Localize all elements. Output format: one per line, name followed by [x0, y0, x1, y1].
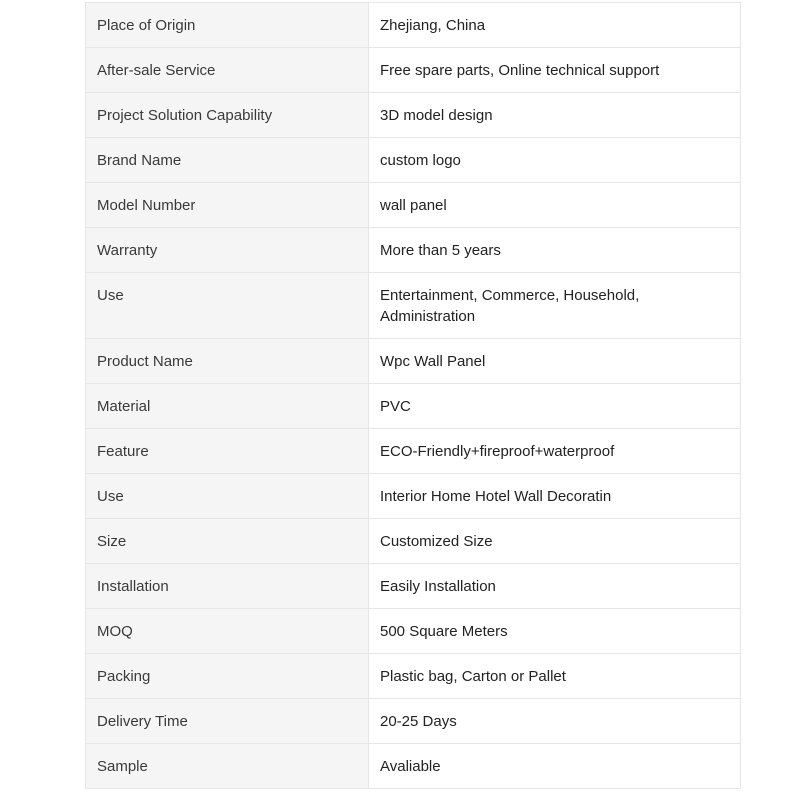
spec-key: MOQ [86, 609, 369, 654]
spec-row-packing [86, 654, 741, 699]
product-spec-table [85, 2, 741, 789]
spec-row-model-number [86, 183, 741, 228]
spec-row-size [86, 519, 741, 564]
spec-row-brand-name [86, 138, 741, 183]
spec-row-use-interior [86, 474, 741, 519]
spec-value: Free spare parts, Online technical support [369, 48, 741, 93]
spec-key: Size [86, 519, 369, 564]
spec-row-product-name [86, 339, 741, 384]
spec-value: Avaliable [369, 744, 741, 789]
spec-key: Product Name [86, 339, 369, 384]
spec-row-feature [86, 429, 741, 474]
spec-key: Sample [86, 744, 369, 789]
spec-value: Customized Size [369, 519, 741, 564]
spec-value: custom logo [369, 138, 741, 183]
spec-key: Packing [86, 654, 369, 699]
spec-value: More than 5 years [369, 228, 741, 273]
spec-row-installation [86, 564, 741, 609]
spec-key: Installation [86, 564, 369, 609]
spec-value: 20-25 Days [369, 699, 741, 744]
spec-key: Model Number [86, 183, 369, 228]
spec-value: PVC [369, 384, 741, 429]
spec-value: Zhejiang, China [369, 3, 741, 48]
spec-row-place-of-origin [86, 3, 741, 48]
spec-row-project-solution-capability [86, 93, 741, 138]
spec-row-material [86, 384, 741, 429]
spec-key: Delivery Time [86, 699, 369, 744]
spec-value: Easily Installation [369, 564, 741, 609]
spec-row-after-sale-service [86, 48, 741, 93]
spec-key: Material [86, 384, 369, 429]
spec-value: 500 Square Meters [369, 609, 741, 654]
spec-key: Project Solution Capability [86, 93, 369, 138]
spec-value: 3D model design [369, 93, 741, 138]
spec-key: Use [86, 474, 369, 519]
spec-key: Use [86, 273, 369, 339]
spec-key: Feature [86, 429, 369, 474]
spec-row-sample [86, 744, 741, 789]
spec-row-use [86, 273, 741, 339]
spec-value: Entertainment, Commerce, Household, Administration [369, 273, 741, 339]
spec-row-delivery-time [86, 699, 741, 744]
spec-key: After-sale Service [86, 48, 369, 93]
spec-value: Wpc Wall Panel [369, 339, 741, 384]
spec-value: ECO-Friendly+fireproof+waterproof [369, 429, 741, 474]
spec-key: Brand Name [86, 138, 369, 183]
spec-value: Plastic bag, Carton or Pallet [369, 654, 741, 699]
spec-row-warranty [86, 228, 741, 273]
spec-table-body [86, 3, 741, 789]
spec-key: Place of Origin [86, 3, 369, 48]
spec-value: wall panel [369, 183, 741, 228]
spec-row-moq [86, 609, 741, 654]
spec-value: Interior Home Hotel Wall Decoratin [369, 474, 741, 519]
spec-key: Warranty [86, 228, 369, 273]
